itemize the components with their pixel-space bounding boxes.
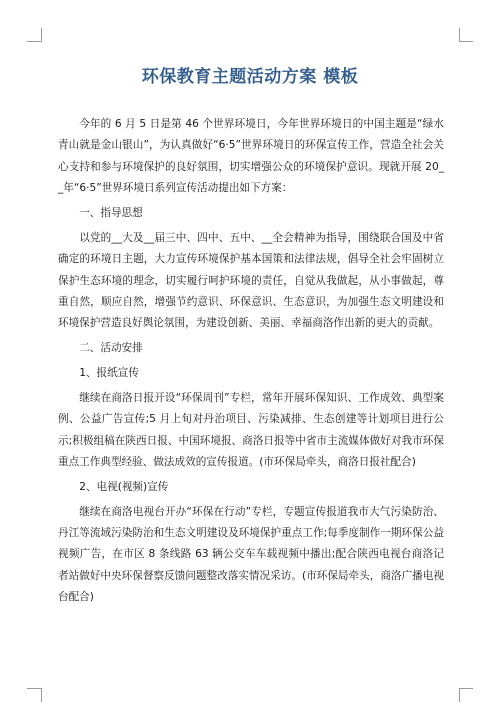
heading-activity-arrangement: 二、活动安排 <box>79 342 143 355</box>
document-body <box>58 114 444 612</box>
crop-mark-top-left-v <box>41 28 42 42</box>
document-title: 环保教育主题活动方案 模板 <box>141 67 359 87</box>
heading-guiding-ideology: 一、指导思想 <box>79 207 143 220</box>
paragraph-newspaper: 继续在商洛日报开设“环保周刊”专栏，常年开展环保知识、工作成效、典型案例、公益广告宣传;5 月上旬对丹治项目、污染减排、生态创建等计划项目进行公示;积极组稿在陕西日报、中国环境报、商洛日报等中省市主流媒体做好对我市环保重点工作典型经验、做法成效的宣传报道。(市环保局牵头，商洛日报社配合) <box>58 391 444 469</box>
subheading-newspaper: 1、报纸宣传 <box>79 367 139 380</box>
subheading-tv-video: 2、电视(视频)宣传 <box>79 480 169 493</box>
crop-mark-bottom-right-v <box>459 688 460 702</box>
crop-mark-top-right-h <box>459 41 473 42</box>
crop-mark-bottom-left-v <box>41 688 42 702</box>
crop-mark-bottom-left-h <box>27 688 41 689</box>
crop-mark-top-right-v <box>459 28 460 42</box>
crop-mark-bottom-right-h <box>459 688 473 689</box>
paragraph-tv-video: 继续在商洛电视台开办“环保在行动”专栏，专题宣传报道我市大气污染防治、丹江等流域污染防治和生态文明建设及环境保护重点工作;每季度制作一期环保公益视频广告，在市区 8 条线路 63 辆公交车车载视频中播出;配合陕西电视台商洛记者站做好中央环保督察反馈问题整改落实情况采访。(市环保局牵头，商洛广播电视台配合) <box>58 505 444 604</box>
crop-mark-top-left-h <box>27 41 41 42</box>
paragraph-intro: 今年的 6 月 5 日是第 46 个世界环境日，今年世界环境日的中国主题是“绿水青山就是金山银山”，为认真做好“6·5”世界环境日的环保宣传工作，营造全社会关心支持和参与环境保护的良好氛围，切实增强公众的环境保护意识。现就开展 20__年“6·5”世界环境日系列宣传活动提出如下方案： <box>58 118 444 195</box>
paragraph-guiding-ideology: 以党的__大及__届三中、四中、五中、__全会精神为指导，围绕联合国及中省确定的环境日主题，大力宣传环境保护基本国策和法律法规，倡导全社会牢固树立保护生态环境的理念，切实履行呵护环境的责任，自觉从我做起，从小事做起，尊重自然，顺应自然，增强节约意识、环保意识、生态意识，为加强生态文明建设和环境保护营造良好舆论氛围，为建设创新、美丽、幸福商洛作出新的更大的贡献。 <box>58 231 444 330</box>
